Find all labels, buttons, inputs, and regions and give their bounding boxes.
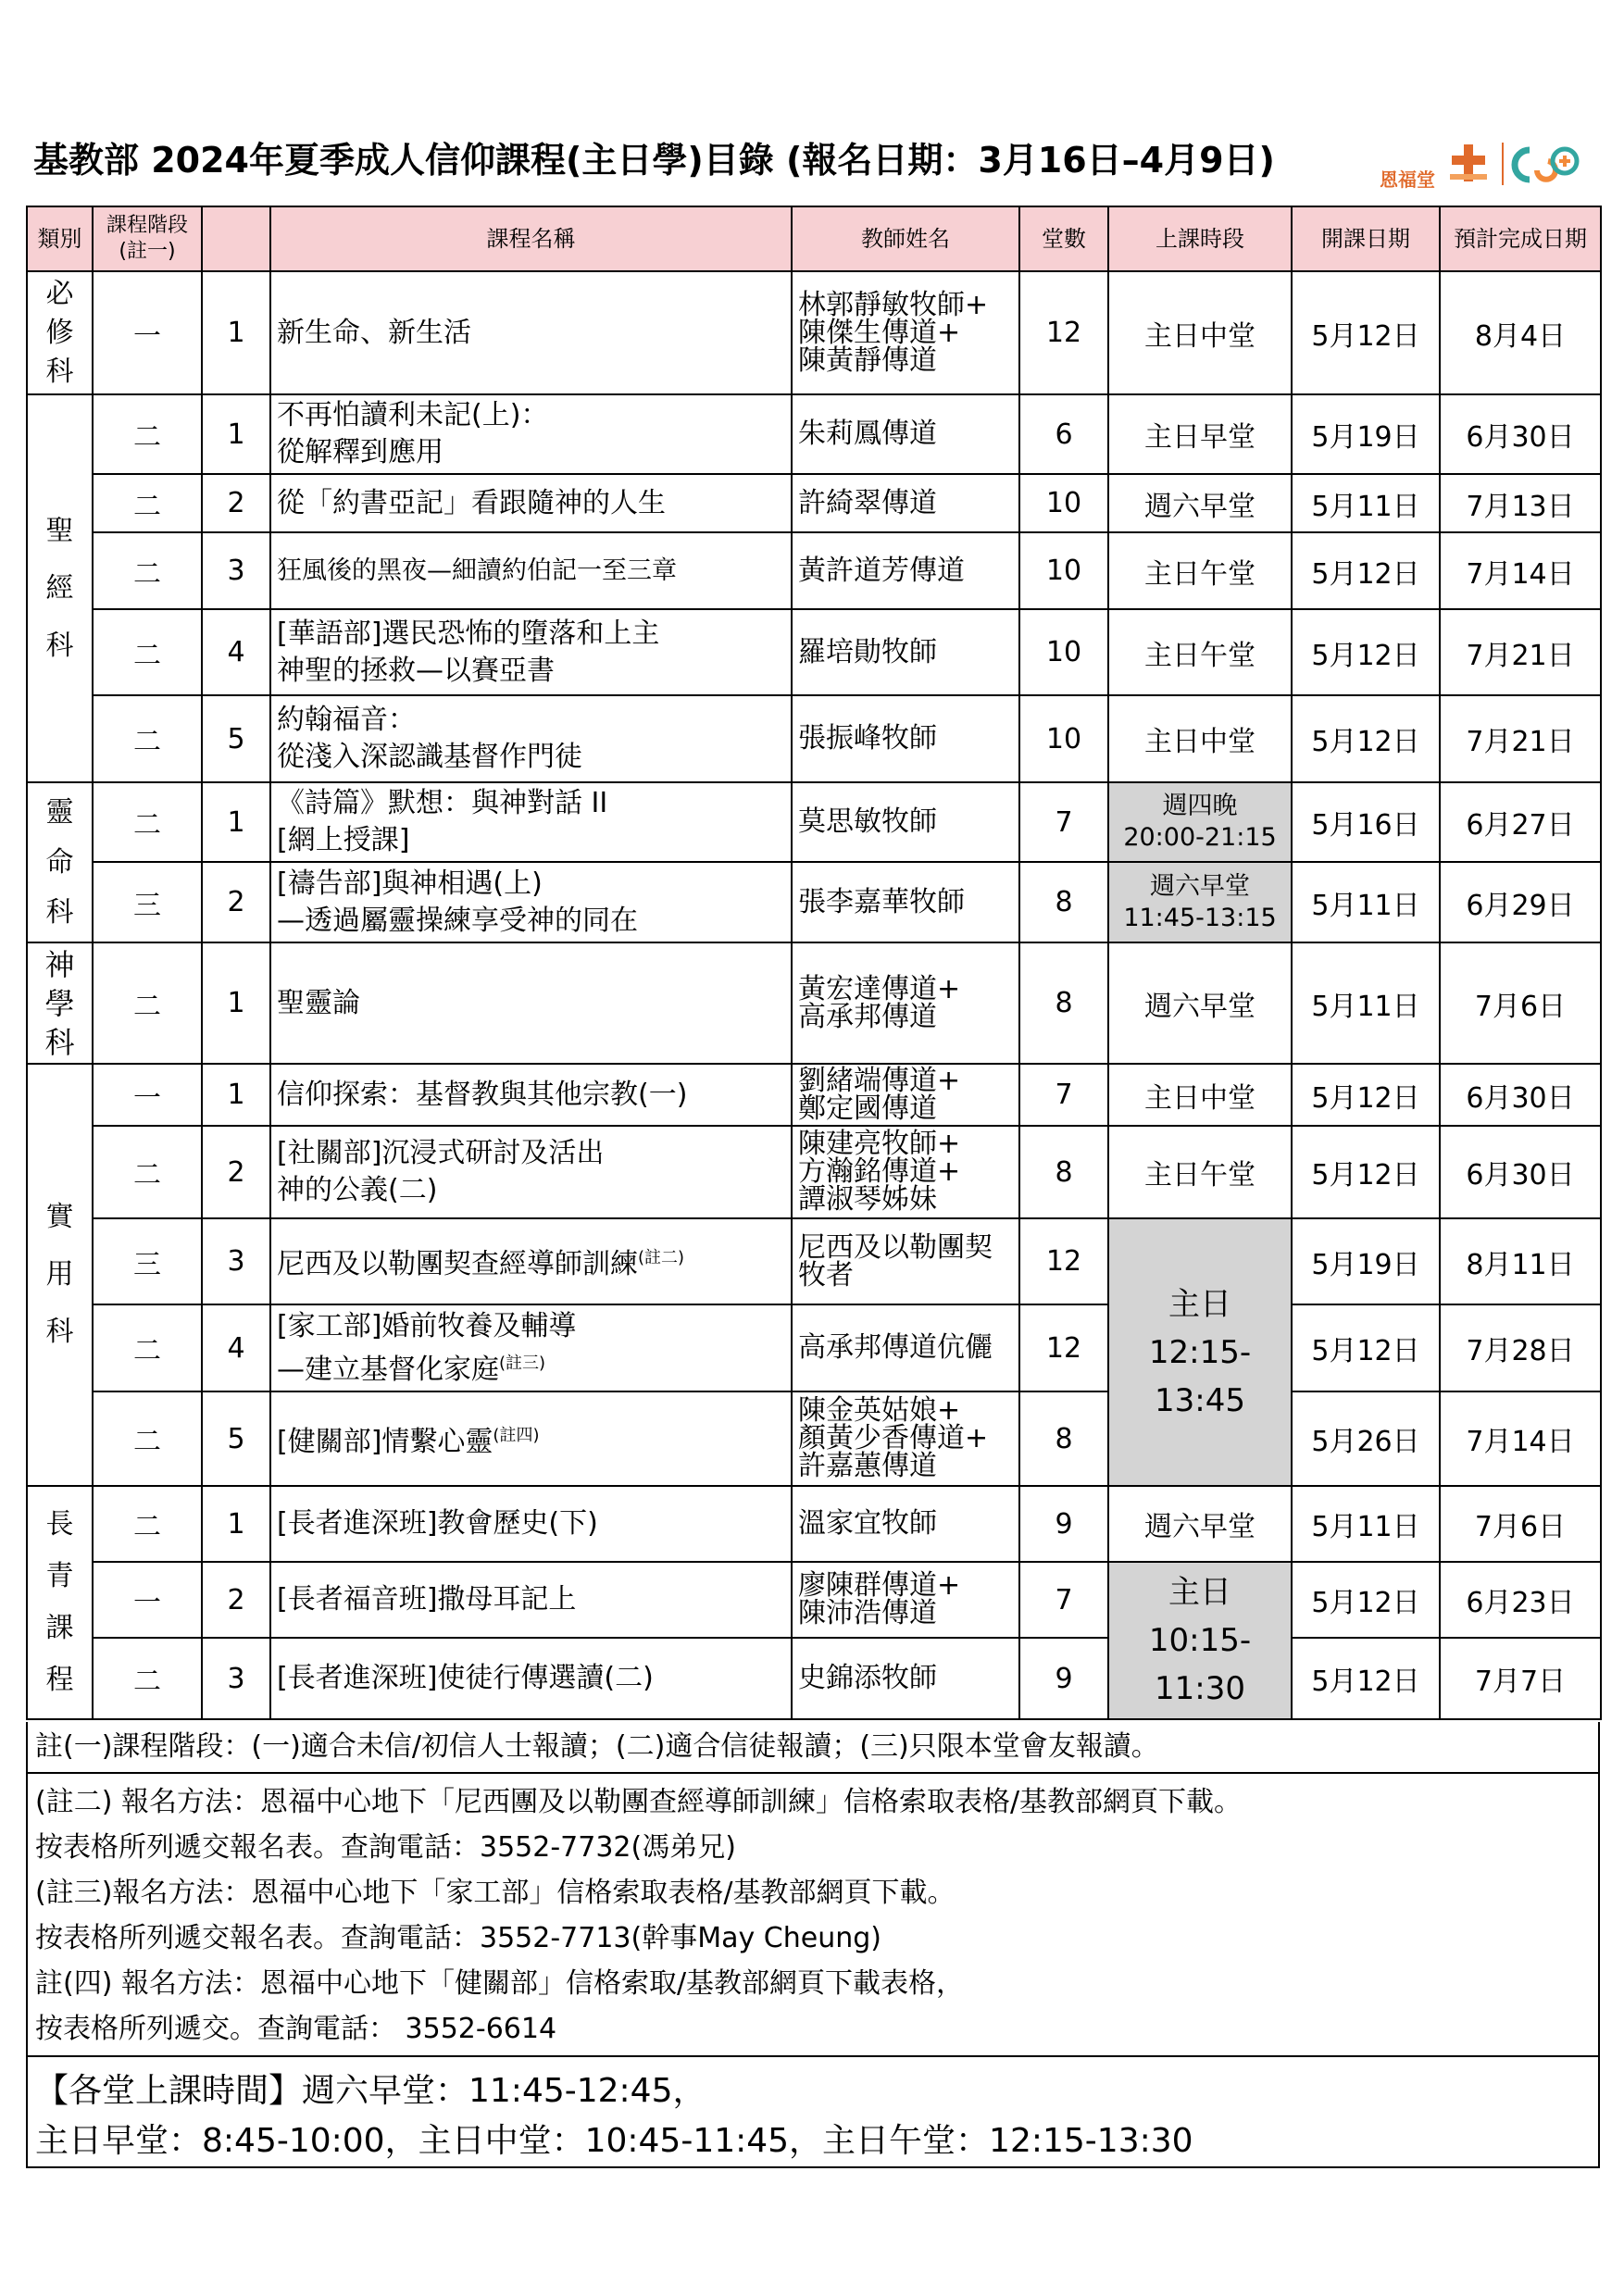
teacher-name: 黃許道芳傳道 (792, 532, 1019, 609)
header-level-top: 課程階段 (106, 214, 188, 237)
footnote-ref: (註四) (493, 1425, 540, 1445)
category-practical (27, 1064, 93, 1486)
note-line: 註(四) 報名方法：恩福中心地下「健關部」信格索取/基教部網頁下載表格， (35, 1967, 965, 2000)
table-header-row (27, 206, 1601, 271)
table-row (27, 1638, 1601, 1719)
teacher-name: 高承邦傳道伉儷 (792, 1304, 1019, 1391)
teacher-name: 許綺翠傳道 (792, 474, 1019, 532)
category-char: 青 (45, 1560, 74, 1592)
course-name: 聖靈論 (270, 942, 792, 1064)
course-index: 2 (202, 1126, 270, 1218)
course-level: 一 (93, 1064, 202, 1126)
course-name (270, 394, 792, 474)
course-table (26, 206, 1602, 1720)
class-time-line: 10:15- (1148, 1622, 1252, 1659)
service-times-note (26, 2057, 1600, 2168)
end-date: 7月7日 (1440, 1638, 1601, 1719)
course-level: 二 (93, 609, 202, 695)
header-course: 課程名稱 (270, 206, 792, 271)
course-level: 二 (93, 1391, 202, 1486)
course-name-line: [網上授課] (277, 824, 410, 856)
class-time: 主日中堂 (1108, 1064, 1292, 1126)
session-count: 9 (1019, 1638, 1108, 1719)
class-time-line: 11:45-13:15 (1123, 903, 1277, 932)
note-line: (註二) 報名方法：恩福中心地下「尼西團及以勒團查經導師訓練」信格索取表格/基教部網頁下載。 (35, 1786, 1243, 1818)
course-name (270, 1218, 792, 1304)
ministry-logo-icon (1511, 143, 1585, 185)
course-name-line: 不再怕讀利未記(上)： (277, 399, 549, 431)
teacher-name (792, 1562, 1019, 1638)
teacher-line: 顏黃少香傳道+ (798, 1422, 989, 1454)
category-char: 用 (45, 1258, 74, 1291)
course-name-line: 從淺入深認識基督作門徒 (277, 741, 582, 773)
course-index: 1 (202, 271, 270, 394)
page-title: 基教部 2024年夏季成人信仰課程(主日學)目錄 (報名日期：3月16日–4月9日) (33, 140, 1275, 181)
note-line: 按表格所列遞交。查詢電話： 3552-6614 (35, 2013, 557, 2045)
start-date: 5月11日 (1292, 942, 1440, 1064)
session-count: 6 (1019, 394, 1108, 474)
session-count: 12 (1019, 1304, 1108, 1391)
logo-text: 恩福堂 (1380, 168, 1435, 191)
start-date: 5月12日 (1292, 609, 1440, 695)
course-level: 二 (93, 695, 202, 782)
class-time: 週六早堂 (1108, 474, 1292, 532)
course-name-line: 《詩篇》默想：與神對話 II (277, 787, 608, 819)
category-char: 命 (45, 845, 74, 879)
course-name-line: [社關部]沉浸式研討及活出 (277, 1137, 605, 1169)
course-name (270, 782, 792, 862)
category-theology (27, 942, 93, 1064)
session-count: 8 (1019, 1391, 1108, 1486)
start-date: 5月12日 (1292, 1304, 1440, 1391)
table-row (27, 1126, 1601, 1218)
teacher-name: 張李嘉華牧師 (792, 862, 1019, 942)
course-name: 從「約書亞記」看跟隨神的人生 (270, 474, 792, 532)
class-time-line: 主日 (1168, 1574, 1231, 1611)
header-category: 類別 (27, 206, 93, 271)
course-name-line: 尼西及以勒團契查經導師訓練 (277, 1248, 638, 1280)
teacher-name: 史錦添牧師 (792, 1638, 1019, 1719)
end-date: 8月4日 (1440, 271, 1601, 394)
table-row (27, 609, 1601, 695)
session-count: 7 (1019, 782, 1108, 862)
class-time (1108, 1562, 1292, 1719)
category-char: 科 (45, 1316, 74, 1348)
course-level: 三 (93, 862, 202, 942)
category-char: 科 (45, 355, 74, 388)
course-name (270, 862, 792, 942)
note-line: 註(一)課程階段：(一)適合未信/初信人士報讀；(二)適合信徒報讀；(三)只限本堂會友報讀。 (35, 1730, 1159, 1763)
course-index: 5 (202, 1391, 270, 1486)
note-line: 按表格所列遞交報名表。查詢電話：3552-7713(幹事May Cheung) (35, 1922, 881, 1954)
teacher-line: 陳黃靜傳道 (798, 343, 937, 377)
class-time: 主日中堂 (1108, 271, 1292, 394)
course-name-line: 約翰福音： (277, 704, 416, 736)
class-time (1108, 862, 1292, 942)
header-time: 上課時段 (1108, 206, 1292, 271)
course-name-line: [禱告部]與神相遇(上) (277, 867, 543, 900)
note-line: 主日早堂：8:45-10:00，主日中堂：10:45-11:45，主日午堂：12:15-13:30 (35, 2122, 1193, 2160)
session-count: 9 (1019, 1486, 1108, 1562)
start-date: 5月16日 (1292, 782, 1440, 862)
end-date: 8月11日 (1440, 1218, 1601, 1304)
course-name-line: —建立基督化家庭 (277, 1353, 499, 1386)
teacher-name (792, 942, 1019, 1064)
table-row (27, 695, 1601, 782)
category-char: 必 (45, 277, 74, 310)
course-level: 二 (93, 1486, 202, 1562)
category-char: 科 (44, 1024, 75, 1060)
session-count: 7 (1019, 1562, 1108, 1638)
course-index: 1 (202, 394, 270, 474)
session-count: 12 (1019, 1218, 1108, 1304)
start-date: 5月12日 (1292, 1638, 1440, 1719)
table-row (27, 1064, 1601, 1126)
session-count: 7 (1019, 1064, 1108, 1126)
class-time-line: 週六早堂 (1150, 871, 1250, 901)
start-date: 5月11日 (1292, 862, 1440, 942)
category-char: 修 (45, 316, 74, 349)
course-index: 4 (202, 1304, 270, 1391)
start-date: 5月12日 (1292, 1064, 1440, 1126)
start-date: 5月19日 (1292, 1218, 1440, 1304)
course-level: 二 (93, 1638, 202, 1719)
course-name (270, 695, 792, 782)
course-name (270, 1304, 792, 1391)
teacher-name: 朱莉鳳傳道 (792, 394, 1019, 474)
course-name (270, 609, 792, 695)
session-count: 10 (1019, 474, 1108, 532)
class-time-line: 週四晚 (1162, 792, 1238, 820)
teacher-line: 高承邦傳道 (798, 1000, 937, 1033)
course-index: 5 (202, 695, 270, 782)
footnote-ref: (註二) (638, 1248, 685, 1267)
teacher-line: 劉緒端傳道+ (798, 1064, 961, 1097)
start-date: 5月12日 (1292, 695, 1440, 782)
class-time-line: 主日 (1168, 1285, 1231, 1323)
category-char: 科 (45, 895, 74, 929)
logo-divider (1502, 143, 1504, 185)
table-row (27, 271, 1601, 394)
end-date: 6月30日 (1440, 1064, 1601, 1126)
start-date: 5月11日 (1292, 1486, 1440, 1562)
header-level (93, 206, 202, 271)
end-date: 7月14日 (1440, 532, 1601, 609)
header-end: 預計完成日期 (1440, 206, 1601, 271)
course-name (270, 1126, 792, 1218)
start-date: 5月12日 (1292, 532, 1440, 609)
end-date: 7月21日 (1440, 609, 1601, 695)
end-date: 6月23日 (1440, 1562, 1601, 1638)
teacher-name (792, 1126, 1019, 1218)
course-name (270, 271, 792, 394)
note-line: 按表格所列遞交報名表。查詢電話：3552-7732(馮弟兄) (35, 1831, 736, 1864)
course-index: 2 (202, 1562, 270, 1638)
course-index: 3 (202, 1218, 270, 1304)
course-name: 信仰探索：基督教與其他宗教(一) (270, 1064, 792, 1126)
course-level: 二 (93, 394, 202, 474)
teacher-name: 張振峰牧師 (792, 695, 1019, 782)
end-date: 6月30日 (1440, 394, 1601, 474)
course-index: 1 (202, 1064, 270, 1126)
teacher-line: 尼西及以勒團契 (798, 1230, 993, 1264)
course-level: 二 (93, 782, 202, 862)
teacher-line: 陳金英姑娘+ (798, 1394, 961, 1427)
course-name-line: [華語部]選民恐怖的墮落和上主 (277, 617, 660, 650)
header-teacher: 教師姓名 (792, 206, 1019, 271)
class-time: 週六早堂 (1108, 942, 1292, 1064)
course-name-line: —透過屬靈操練享受神的同在 (277, 904, 638, 937)
session-count: 8 (1019, 942, 1108, 1064)
session-count: 12 (1019, 271, 1108, 394)
teacher-line: 譚淑琴姊妹 (798, 1183, 937, 1216)
start-date: 5月19日 (1292, 394, 1440, 474)
category-bible (27, 394, 93, 782)
church-logo (1380, 137, 1593, 193)
course-name (270, 1391, 792, 1486)
category-char: 神 (44, 946, 75, 982)
class-time: 主日午堂 (1108, 1126, 1292, 1218)
course-index: 2 (202, 474, 270, 532)
start-date: 5月11日 (1292, 474, 1440, 532)
table-row (27, 474, 1601, 532)
teacher-line: 許嘉蕙傳道 (798, 1450, 937, 1482)
teacher-line: 黃宏達傳道+ (798, 972, 961, 1005)
category-char: 實 (45, 1201, 74, 1233)
footnote-ref: (註三) (499, 1353, 546, 1373)
course-name-line: 從解釋到應用 (277, 436, 443, 468)
header-start: 開課日期 (1292, 206, 1440, 271)
course-level: 二 (93, 532, 202, 609)
course-index: 1 (202, 1486, 270, 1562)
end-date: 6月27日 (1440, 782, 1601, 862)
course-index: 3 (202, 532, 270, 609)
table-row (27, 1391, 1601, 1486)
table-row (27, 1218, 1601, 1304)
course-level: 一 (93, 271, 202, 394)
teacher-name: 羅培勛牧師 (792, 609, 1019, 695)
class-time-line: 20:00-21:15 (1123, 823, 1277, 852)
start-date: 5月12日 (1292, 1562, 1440, 1638)
course-name-line: 神聖的拯救—以賽亞書 (277, 654, 555, 687)
course-name: [長者福音班]撒母耳記上 (270, 1562, 792, 1638)
end-date: 7月14日 (1440, 1391, 1601, 1486)
session-count: 10 (1019, 532, 1108, 609)
session-count: 8 (1019, 862, 1108, 942)
teacher-name (792, 271, 1019, 394)
end-date: 6月30日 (1440, 1126, 1601, 1218)
category-char: 靈 (45, 795, 74, 829)
course-index: 1 (202, 782, 270, 862)
registration-notes (26, 1774, 1600, 2057)
course-name-line: 新生命、新生活 (277, 316, 471, 349)
course-name-line: [健關部]情繫心靈 (277, 1425, 493, 1458)
cross-logo-icon (1446, 141, 1491, 185)
level-footnote (26, 1722, 1600, 1774)
course-level: 二 (93, 474, 202, 532)
class-time-line: 11:30 (1155, 1670, 1245, 1707)
category-char: 長 (45, 1508, 74, 1541)
end-date: 6月29日 (1440, 862, 1601, 942)
category-char: 學 (44, 985, 75, 1021)
table-row (27, 532, 1601, 609)
table-row (27, 862, 1601, 942)
teacher-line: 牧者 (798, 1258, 854, 1292)
class-time: 主日午堂 (1108, 532, 1292, 609)
teacher-name (792, 1064, 1019, 1126)
course-level: 三 (93, 1218, 202, 1304)
teacher-line: 陳建亮牧師+ (798, 1128, 961, 1160)
course-index: 1 (202, 942, 270, 1064)
category-char: 經 (45, 571, 74, 605)
class-time: 週六早堂 (1108, 1486, 1292, 1562)
course-name: [長者進深班]教會歷史(下) (270, 1486, 792, 1562)
class-time-line: 13:45 (1155, 1381, 1245, 1419)
start-date: 5月12日 (1292, 271, 1440, 394)
class-time: 主日午堂 (1108, 609, 1292, 695)
session-count: 10 (1019, 609, 1108, 695)
session-count: 10 (1019, 695, 1108, 782)
table-row (27, 782, 1601, 862)
header-index (202, 206, 270, 271)
teacher-line: 林郭靜敏牧師+ (798, 288, 989, 321)
class-time: 主日中堂 (1108, 695, 1292, 782)
teacher-name (792, 1391, 1019, 1486)
course-level: 二 (93, 1304, 202, 1391)
table-row (27, 1304, 1601, 1391)
note-line: (註三)報名方法：恩福中心地下「家工部」信格索取表格/基教部網頁下載。 (35, 1877, 956, 1909)
end-date: 7月13日 (1440, 474, 1601, 532)
note-line: 【各堂上課時間】週六早堂：11:45-12:45， (35, 2072, 706, 2110)
category-char: 科 (45, 629, 74, 662)
teacher-name: 莫思敏牧師 (792, 782, 1019, 862)
category-char: 聖 (45, 514, 74, 547)
category-spiritual (27, 782, 93, 942)
course-name: 狂風後的黑夜—細讀約伯記一至三章 (270, 532, 792, 609)
teacher-line: 方瀚銘傳道+ (798, 1155, 961, 1188)
class-time (1108, 1218, 1292, 1486)
teacher-line: 陳傑生傳道+ (798, 316, 961, 349)
end-date: 7月6日 (1440, 942, 1601, 1064)
teacher-name: 溫家宜牧師 (792, 1486, 1019, 1562)
table-row (27, 942, 1601, 1064)
class-time-line: 12:15- (1148, 1333, 1252, 1371)
category-char: 程 (45, 1664, 74, 1696)
teacher-line: 鄭定國傳道 (798, 1092, 937, 1125)
course-index: 3 (202, 1638, 270, 1719)
course-index: 4 (202, 609, 270, 695)
course-index: 2 (202, 862, 270, 942)
teacher-line: 廖陳群傳道+ (798, 1569, 961, 1602)
table-row (27, 1562, 1601, 1638)
table-row (27, 394, 1601, 474)
end-date: 7月21日 (1440, 695, 1601, 782)
course-level: 二 (93, 942, 202, 1064)
course-name-line: 神的公義(二) (277, 1174, 438, 1206)
header-level-bottom: (註一) (119, 240, 176, 263)
category-senior (27, 1486, 93, 1719)
teacher-name (792, 1218, 1019, 1304)
end-date: 7月28日 (1440, 1304, 1601, 1391)
teacher-line: 陳沛浩傳道 (798, 1597, 937, 1629)
session-count: 8 (1019, 1126, 1108, 1218)
category-char: 課 (45, 1612, 74, 1644)
course-level: 二 (93, 1126, 202, 1218)
course-name: [長者進深班]使徒行傳選讀(二) (270, 1638, 792, 1719)
class-time: 主日早堂 (1108, 394, 1292, 474)
header-sessions: 堂數 (1019, 206, 1108, 271)
category-required (27, 271, 93, 394)
end-date: 7月6日 (1440, 1486, 1601, 1562)
class-time (1108, 782, 1292, 862)
course-level: 一 (93, 1562, 202, 1638)
table-row (27, 1486, 1601, 1562)
start-date: 5月26日 (1292, 1391, 1440, 1486)
course-name-line: [家工部]婚前牧養及輔導 (277, 1309, 577, 1342)
start-date: 5月12日 (1292, 1126, 1440, 1218)
